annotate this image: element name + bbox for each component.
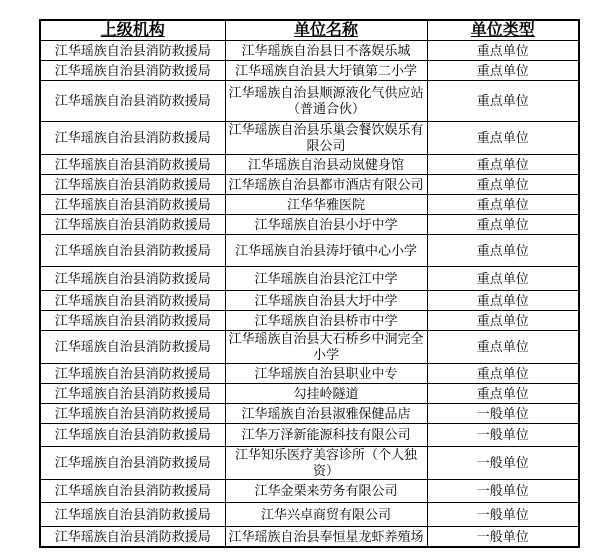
org-cell: 江华瑶族自治县消防救援局	[40, 81, 225, 122]
org-cell: 江华瑶族自治县消防救援局	[40, 331, 225, 364]
type-cell: 重点单位	[427, 267, 579, 291]
name-cell: 江华华雅医院	[225, 195, 427, 215]
name-cell: 江华瑶族自治县沱江中学	[225, 267, 427, 291]
name-cell: 江华瑶族自治县乐巢会餐饮娱乐有限公司	[225, 122, 427, 155]
type-cell: 重点单位	[427, 81, 579, 122]
column-header-parent-org: 上级机构	[40, 20, 225, 41]
table-row	[40, 447, 579, 480]
org-cell: 江华瑶族自治县消防救援局	[40, 424, 225, 447]
header-row	[40, 20, 579, 41]
org-cell: 江华瑶族自治县消防救援局	[40, 267, 225, 291]
name-cell: 江华万泽新能源科技有限公司	[225, 424, 427, 447]
type-cell: 重点单位	[427, 384, 579, 404]
name-cell: 江华瑶族自治县顺源液化气供应站（普通合伙）	[225, 81, 427, 122]
name-cell: 勾挂岭隧道	[225, 384, 427, 404]
name-cell: 江华瑶族自治县大圩镇第二小学	[225, 61, 427, 81]
table-row	[40, 291, 579, 311]
type-cell: 重点单位	[427, 155, 579, 175]
org-cell: 江华瑶族自治县消防救援局	[40, 41, 225, 61]
table-row	[40, 424, 579, 447]
table-body	[40, 41, 579, 548]
name-cell: 江华知乐医疗美容诊所（个人独资）	[225, 447, 427, 480]
name-cell: 江华瑶族自治县淑雅保健品店	[225, 404, 427, 424]
org-cell: 江华瑶族自治县消防救援局	[40, 215, 225, 235]
org-cell: 江华瑶族自治县消防救援局	[40, 384, 225, 404]
org-cell: 江华瑶族自治县消防救援局	[40, 61, 225, 81]
org-cell: 江华瑶族自治县消防救援局	[40, 447, 225, 480]
org-cell: 江华瑶族自治县消防救援局	[40, 311, 225, 331]
table-row	[40, 267, 579, 291]
name-cell: 江华瑶族自治县日不落娱乐城	[225, 41, 427, 61]
table-row	[40, 81, 579, 122]
type-cell: 重点单位	[427, 364, 579, 384]
table-row	[40, 503, 579, 527]
column-header-unit-type: 单位类型	[427, 20, 579, 41]
type-cell: 一般单位	[427, 447, 579, 480]
type-cell: 一般单位	[427, 424, 579, 447]
name-cell: 江华瑶族自治县动岚健身馆	[225, 155, 427, 175]
table-row	[40, 155, 579, 175]
org-cell: 江华瑶族自治县消防救援局	[40, 122, 225, 155]
type-cell: 一般单位	[427, 503, 579, 527]
table-row	[40, 195, 579, 215]
table-row	[40, 331, 579, 364]
table-row	[40, 527, 579, 548]
type-cell: 重点单位	[427, 195, 579, 215]
column-header-unit-name: 单位名称	[225, 20, 427, 41]
table-row	[40, 175, 579, 195]
org-cell: 江华瑶族自治县消防救援局	[40, 155, 225, 175]
type-cell: 重点单位	[427, 122, 579, 155]
org-cell: 江华瑶族自治县消防救援局	[40, 195, 225, 215]
name-cell: 江华瑶族自治县大石桥乡中洞完全小学	[225, 331, 427, 364]
table-row	[40, 122, 579, 155]
name-cell: 江华兴卓商贸有限公司	[225, 503, 427, 527]
name-cell: 江华瑶族自治县桥市中学	[225, 311, 427, 331]
type-cell: 一般单位	[427, 527, 579, 548]
units-table	[39, 19, 580, 548]
type-cell: 重点单位	[427, 215, 579, 235]
org-cell: 江华瑶族自治县消防救援局	[40, 527, 225, 548]
table-row	[40, 404, 579, 424]
units-table-container	[39, 19, 580, 548]
name-cell: 江华瑶族自治县都市酒店有限公司	[225, 175, 427, 195]
table-row	[40, 61, 579, 81]
type-cell: 重点单位	[427, 235, 579, 267]
table-row	[40, 311, 579, 331]
type-cell: 重点单位	[427, 175, 579, 195]
name-cell: 江华瑶族自治县职业中专	[225, 364, 427, 384]
type-cell: 重点单位	[427, 311, 579, 331]
org-cell: 江华瑶族自治县消防救援局	[40, 404, 225, 424]
name-cell: 江华瑶族自治县小圩中学	[225, 215, 427, 235]
org-cell: 江华瑶族自治县消防救援局	[40, 364, 225, 384]
name-cell: 江华金栗来劳务有限公司	[225, 480, 427, 503]
table-row	[40, 235, 579, 267]
type-cell: 一般单位	[427, 480, 579, 503]
org-cell: 江华瑶族自治县消防救援局	[40, 503, 225, 527]
name-cell: 江华瑶族自治县奉恒星龙虾养殖场	[225, 527, 427, 548]
org-cell: 江华瑶族自治县消防救援局	[40, 480, 225, 503]
type-cell: 重点单位	[427, 41, 579, 61]
name-cell: 江华瑶族自治县涛圩镇中心小学	[225, 235, 427, 267]
type-cell: 重点单位	[427, 61, 579, 81]
table-row	[40, 215, 579, 235]
table-row	[40, 480, 579, 503]
org-cell: 江华瑶族自治县消防救援局	[40, 291, 225, 311]
type-cell: 重点单位	[427, 291, 579, 311]
name-cell: 江华瑶族自治县大圩中学	[225, 291, 427, 311]
table-row	[40, 41, 579, 61]
org-cell: 江华瑶族自治县消防救援局	[40, 235, 225, 267]
table-row	[40, 384, 579, 404]
table-row	[40, 364, 579, 384]
org-cell: 江华瑶族自治县消防救援局	[40, 175, 225, 195]
type-cell: 一般单位	[427, 404, 579, 424]
type-cell: 重点单位	[427, 331, 579, 364]
